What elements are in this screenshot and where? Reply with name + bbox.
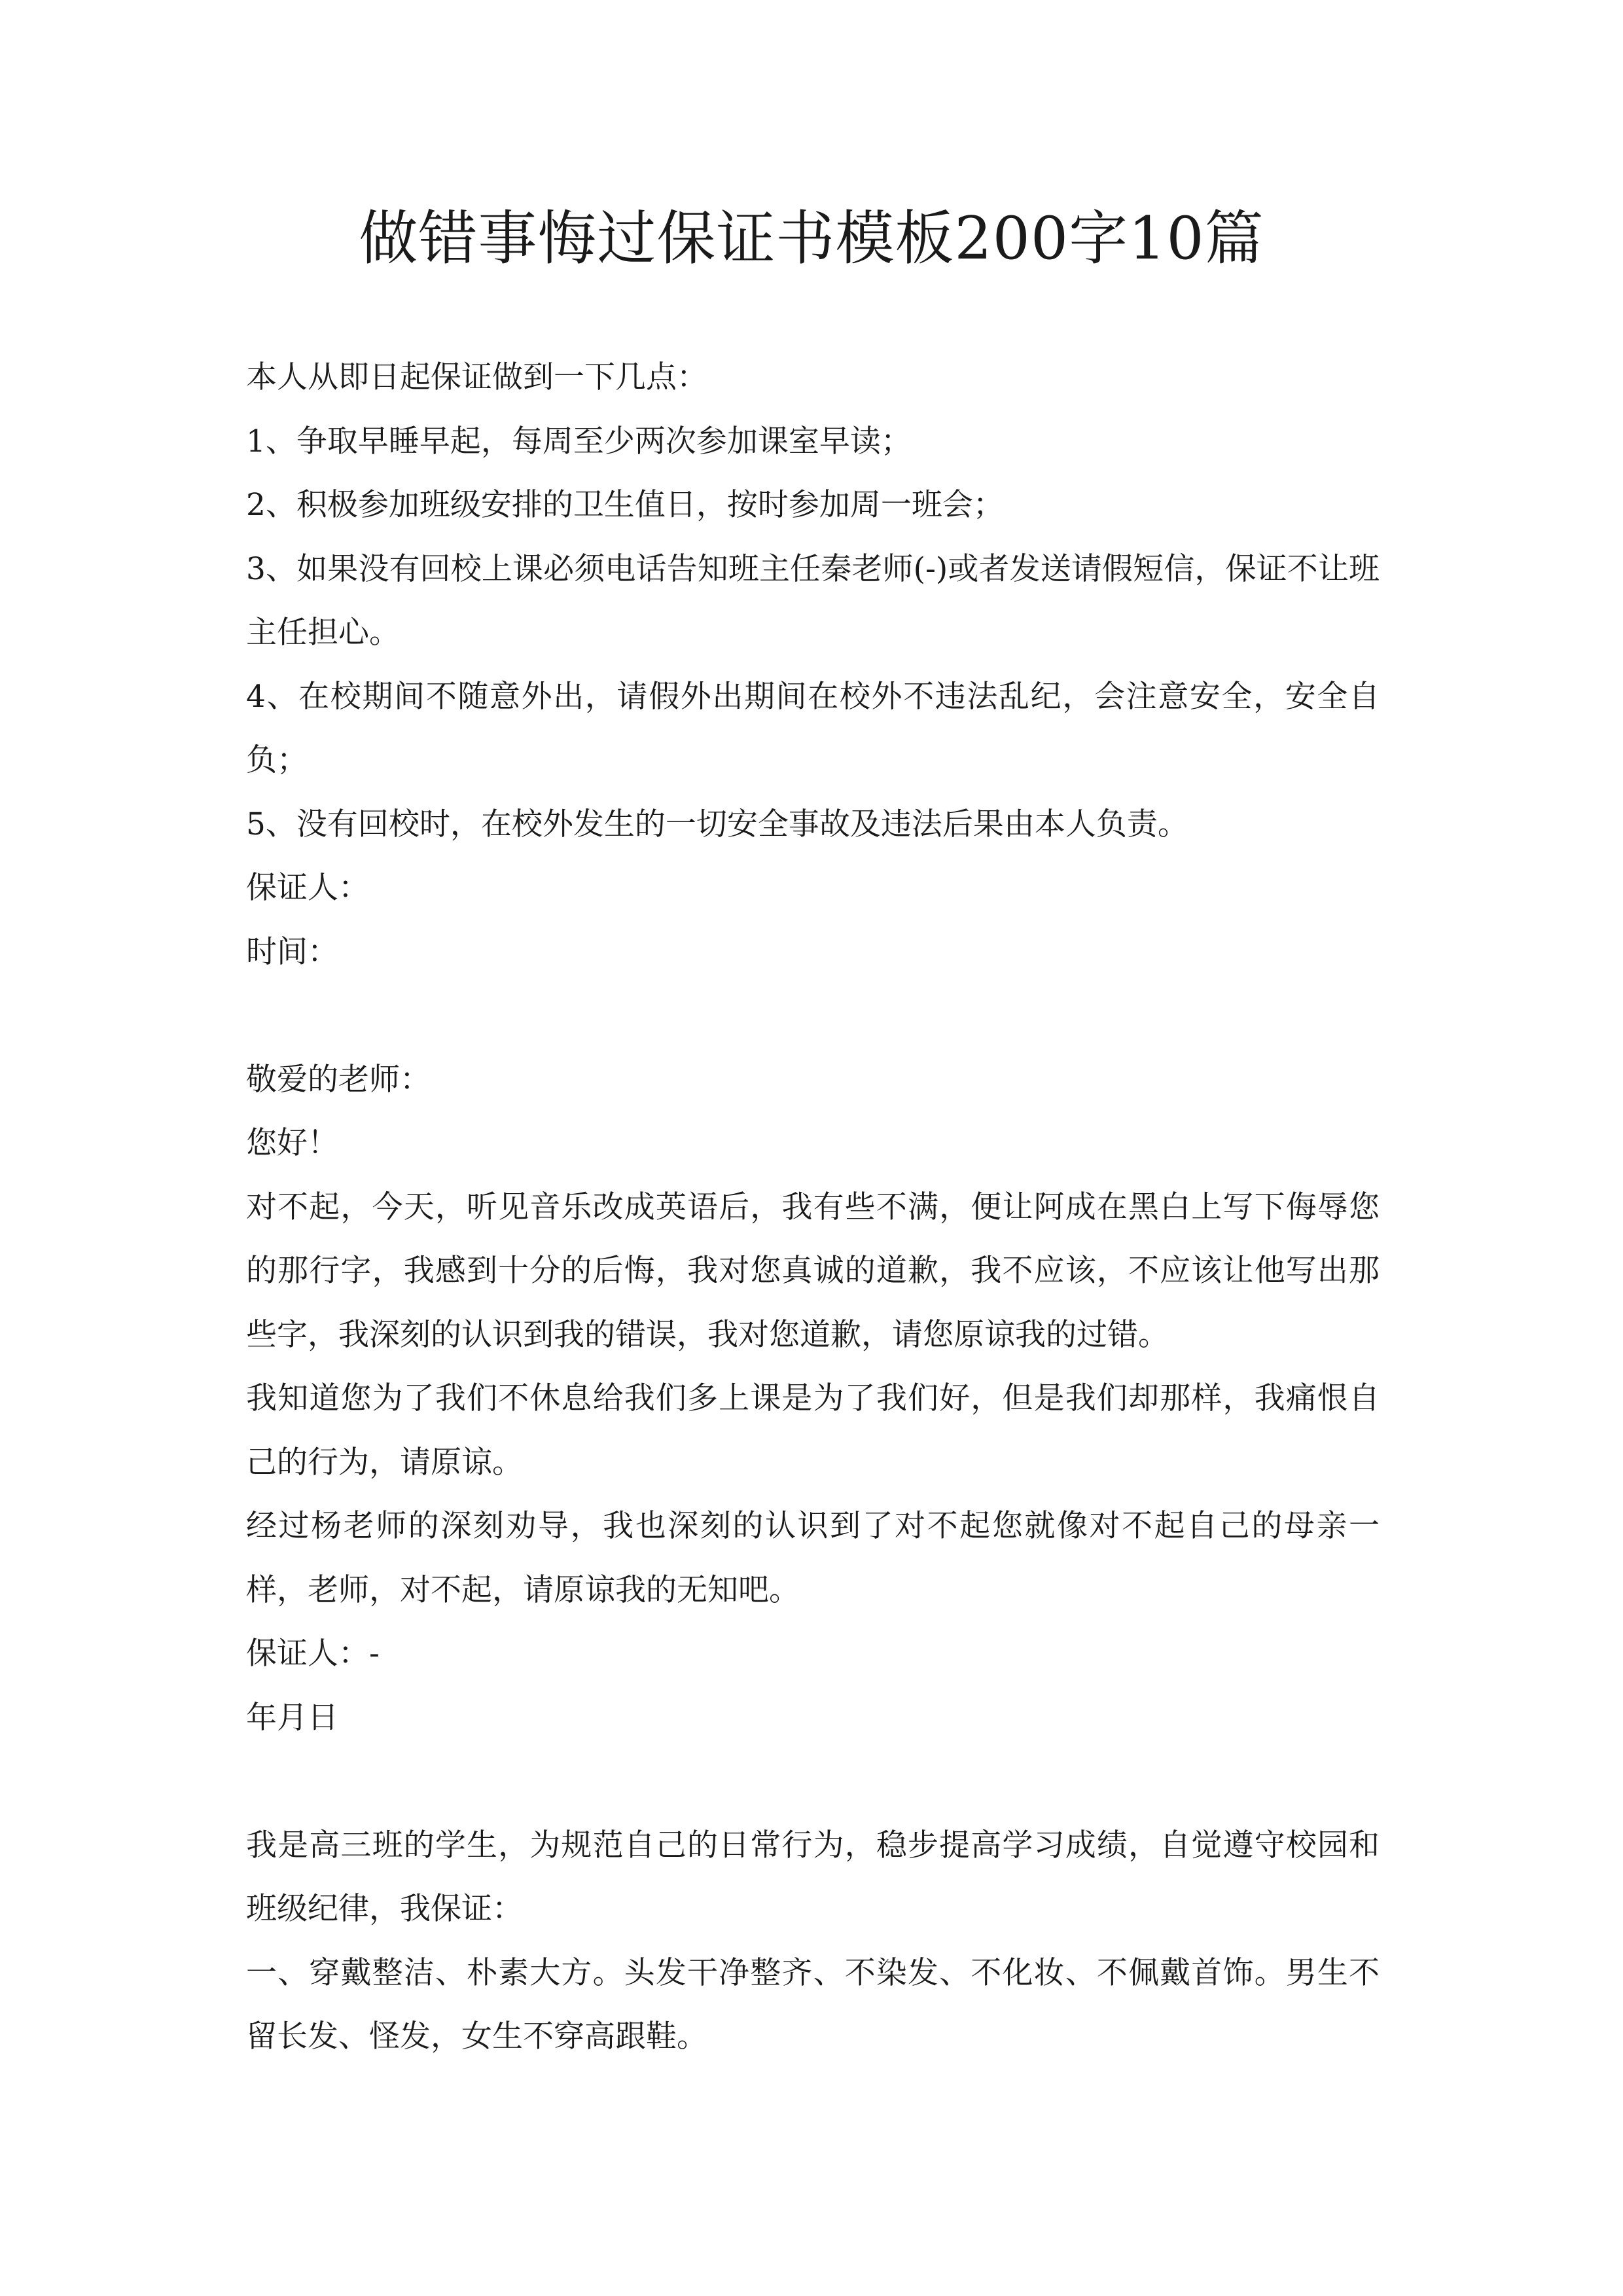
section2-salutation: 敬爱的老师： xyxy=(246,1061,431,1098)
section1-item-1: 1、争取早睡早起，每周至少两次参加课室早读； xyxy=(246,423,912,459)
section1-intro: 本人从即日起保证做到一下几点： xyxy=(246,359,707,395)
document-title: 做错事悔过保证书模板200字10篇 xyxy=(359,204,1264,273)
section-gap xyxy=(246,1749,1380,1814)
section3-paragraph-1: 我是高三班的学生，为规范自己的日常行为，稳步提高学习成绩，自觉遵守校园和班级纪律，我保证： xyxy=(246,1827,1380,1927)
section3-paragraph-2: 一、穿戴整洁、朴素大方。头发干净整齐、不染发、不化妆、不佩戴首饰。男生不留长发、怪发，女生不穿高跟鞋。 xyxy=(246,1954,1380,2054)
section2-paragraph-2: 我知道您为了我们不休息给我们多上课是为了我们好，但是我们却那样，我痛恨自己的行为，请原谅。 xyxy=(246,1380,1380,1480)
section1-item-5: 5、没有回校时，在校外发生的一切安全事故及违法后果由本人负责。 xyxy=(246,806,1188,842)
section1-guarantor: 保证人： xyxy=(246,870,369,906)
section2-guarantor: 保证人：- xyxy=(246,1636,380,1672)
section2-paragraph-1: 对不起，今天，听见音乐改成英语后，我有些不满，便让阿成在黑白上写下侮辱您的那行字，我感到十分的后悔，我对您真诚的道歉，我不应该，不应该让他写出那些字，我深刻的认识到我的错误，我对您道歉，请您原谅我的过错。 xyxy=(246,1189,1380,1353)
section1-item-4: 4、在校期间不随意外出，请假外出期间在校外不违法乱纪，会注意安全，安全自负； xyxy=(246,678,1380,778)
section-gap xyxy=(246,984,1380,1048)
section2-greeting: 您好！ xyxy=(246,1125,338,1161)
section2-paragraph-3: 经过杨老师的深刻劝导，我也深刻的认识到了对不起您就像对不起自己的母亲一样，老师，对不起，请原谅我的无知吧。 xyxy=(246,1508,1380,1608)
document-body xyxy=(246,346,1380,2069)
section1-item-3: 3、如果没有回校上课必须电话告知班主任秦老师(-)或者发送请假短信，保证不让班主任担心。 xyxy=(246,550,1380,651)
section1-time: 时间： xyxy=(246,933,338,970)
section1-item-2: 2、积极参加班级安排的卫生值日，按时参加周一班会； xyxy=(246,487,1004,523)
section2-date: 年月日 xyxy=(246,1699,338,1736)
